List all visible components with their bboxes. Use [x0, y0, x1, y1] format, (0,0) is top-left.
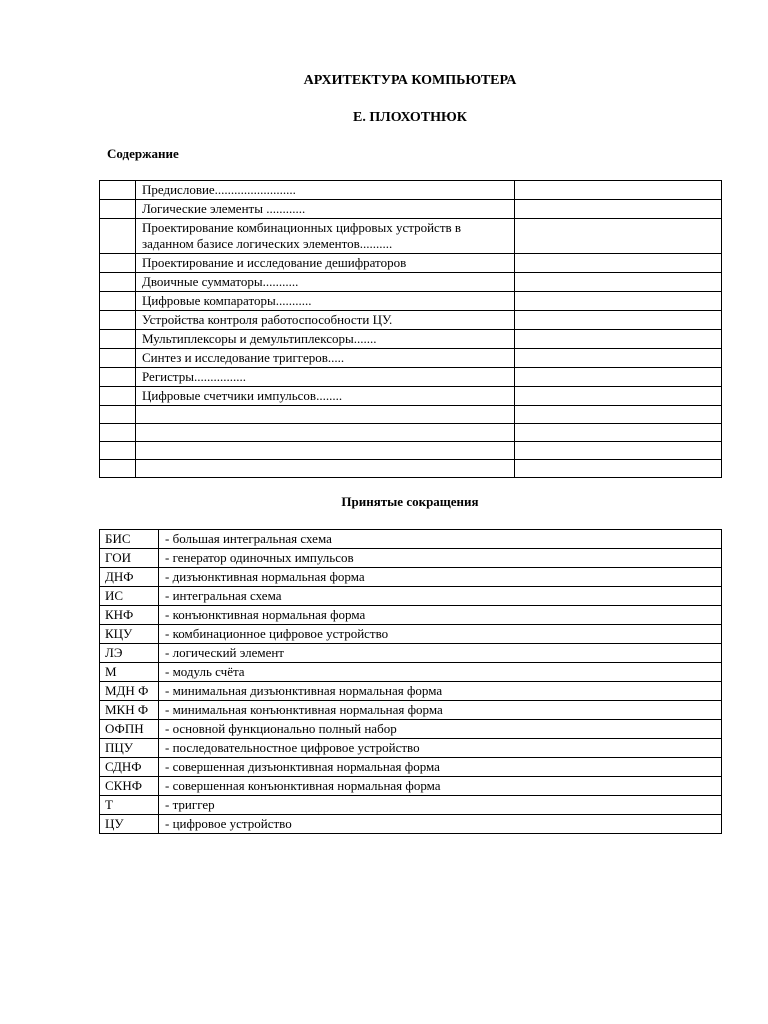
abbreviation-row	[100, 682, 722, 701]
abbreviation-description: - минимальная дизъюнктивная нормальная форма	[159, 682, 722, 701]
contents-row-title: Устройства контроля работоспособности ЦУ.	[136, 311, 515, 330]
abbreviation-code: Т	[100, 796, 159, 815]
contents-row	[100, 219, 722, 254]
abbreviation-code: ДНФ	[100, 568, 159, 587]
abbreviation-row	[100, 549, 722, 568]
contents-row-page	[515, 349, 722, 368]
contents-row	[100, 330, 722, 349]
contents-row-title: Двоичные сумматоры...........	[136, 273, 515, 292]
contents-row-page	[515, 387, 722, 406]
contents-row-number	[100, 330, 136, 349]
contents-row	[100, 292, 722, 311]
contents-row-number	[100, 219, 136, 254]
contents-row-page	[515, 406, 722, 424]
abbreviation-description: - минимальная конъюнктивная нормальная форма	[159, 701, 722, 720]
contents-row-number	[100, 254, 136, 273]
contents-row	[100, 442, 722, 460]
abbreviation-row	[100, 739, 722, 758]
abbreviation-row	[100, 663, 722, 682]
contents-row-number	[100, 273, 136, 292]
abbreviation-code: СКНФ	[100, 777, 159, 796]
contents-row-number	[100, 349, 136, 368]
abbreviation-code: КНФ	[100, 606, 159, 625]
contents-row-number	[100, 200, 136, 219]
contents-row-page	[515, 273, 722, 292]
contents-row-number	[100, 406, 136, 424]
abbreviation-code: КЦУ	[100, 625, 159, 644]
abbreviation-code: БИС	[100, 530, 159, 549]
contents-row-page	[515, 460, 722, 478]
contents-row-page	[515, 200, 722, 219]
contents-heading: Содержание	[107, 146, 179, 161]
abbreviation-description: - логический элемент	[159, 644, 722, 663]
abbreviation-row	[100, 720, 722, 739]
abbreviation-description: - интегральная схема	[159, 587, 722, 606]
contents-row	[100, 406, 722, 424]
contents-row-title	[136, 442, 515, 460]
contents-row-number	[100, 442, 136, 460]
abbreviation-code: ЦУ	[100, 815, 159, 834]
contents-row	[100, 200, 722, 219]
abbreviation-description: - основной функционально полный набор	[159, 720, 722, 739]
contents-row-page	[515, 181, 722, 200]
contents-row-title: Синтез и исследование триггеров.....	[136, 349, 515, 368]
document-author: Е. ПЛОХОТНЮК	[353, 110, 467, 125]
abbreviations-table	[99, 529, 722, 834]
contents-table-body	[100, 181, 722, 478]
abbreviation-row	[100, 777, 722, 796]
abbreviation-description: - цифровое устройство	[159, 815, 722, 834]
abbreviation-code: ЛЭ	[100, 644, 159, 663]
abbreviations-heading: Принятые сокращения	[341, 494, 479, 509]
contents-row-title	[136, 460, 515, 478]
contents-row-title: Цифровые счетчики импульсов........	[136, 387, 515, 406]
abbreviation-code: ИС	[100, 587, 159, 606]
contents-row-number	[100, 292, 136, 311]
abbreviation-code: М	[100, 663, 159, 682]
contents-row-title: Цифровые компараторы...........	[136, 292, 515, 311]
contents-row-title: Проектирование комбинационных цифровых устройств в заданном базисе логических элементов..........	[136, 219, 515, 254]
abbreviation-code: ПЦУ	[100, 739, 159, 758]
abbreviation-code: ОФПН	[100, 720, 159, 739]
contents-row-title: Предисловие.........................	[136, 181, 515, 200]
contents-row	[100, 311, 722, 330]
abbreviation-description: - большая интегральная схема	[159, 530, 722, 549]
contents-table	[99, 180, 722, 478]
abbreviation-row	[100, 568, 722, 587]
abbreviation-description: - дизъюнктивная нормальная форма	[159, 568, 722, 587]
contents-row-title: Регистры................	[136, 368, 515, 387]
abbreviation-code: МДН Ф	[100, 682, 159, 701]
abbreviation-row	[100, 606, 722, 625]
contents-row-number	[100, 460, 136, 478]
abbreviation-row	[100, 701, 722, 720]
contents-row-number	[100, 181, 136, 200]
document-title: АРХИТЕКТУРА КОМПЬЮТЕРА	[303, 73, 517, 88]
contents-row	[100, 254, 722, 273]
contents-row	[100, 181, 722, 200]
contents-row-page	[515, 442, 722, 460]
contents-row	[100, 387, 722, 406]
contents-row-page	[515, 424, 722, 442]
abbreviation-description: - совершенная конъюнктивная нормальная форма	[159, 777, 722, 796]
contents-row-number	[100, 311, 136, 330]
abbreviation-code: ГОИ	[100, 549, 159, 568]
contents-row-number	[100, 368, 136, 387]
abbreviation-code: СДНФ	[100, 758, 159, 777]
contents-row-title: Логические элементы ............	[136, 200, 515, 219]
abbreviation-row	[100, 530, 722, 549]
abbreviation-row	[100, 625, 722, 644]
contents-row-page	[515, 330, 722, 349]
contents-row-page	[515, 219, 722, 254]
contents-row	[100, 349, 722, 368]
abbreviation-row	[100, 758, 722, 777]
contents-row	[100, 460, 722, 478]
contents-row-page	[515, 292, 722, 311]
abbreviation-description: - модуль счёта	[159, 663, 722, 682]
contents-row-title	[136, 406, 515, 424]
abbreviations-table-body	[100, 530, 722, 834]
contents-row-number	[100, 387, 136, 406]
abbreviation-description: - триггер	[159, 796, 722, 815]
contents-row-title: Мультиплексоры и демультиплексоры.......	[136, 330, 515, 349]
contents-row	[100, 273, 722, 292]
contents-row-page	[515, 254, 722, 273]
abbreviation-row	[100, 796, 722, 815]
abbreviation-description: - комбинационное цифровое устройство	[159, 625, 722, 644]
abbreviation-description: - последовательностное цифровое устройство	[159, 739, 722, 758]
abbreviation-description: - совершенная дизъюнктивная нормальная форма	[159, 758, 722, 777]
contents-row	[100, 424, 722, 442]
abbreviation-description: - конъюнктивная нормальная форма	[159, 606, 722, 625]
abbreviation-description: - генератор одиночных импульсов	[159, 549, 722, 568]
contents-row-page	[515, 368, 722, 387]
contents-row-number	[100, 424, 136, 442]
abbreviation-row	[100, 644, 722, 663]
contents-row-page	[515, 311, 722, 330]
contents-row	[100, 368, 722, 387]
contents-row-title: Проектирование и исследование дешифраторов	[136, 254, 515, 273]
abbreviation-row	[100, 815, 722, 834]
contents-row-title	[136, 424, 515, 442]
abbreviation-code: МКН Ф	[100, 701, 159, 720]
abbreviation-row	[100, 587, 722, 606]
